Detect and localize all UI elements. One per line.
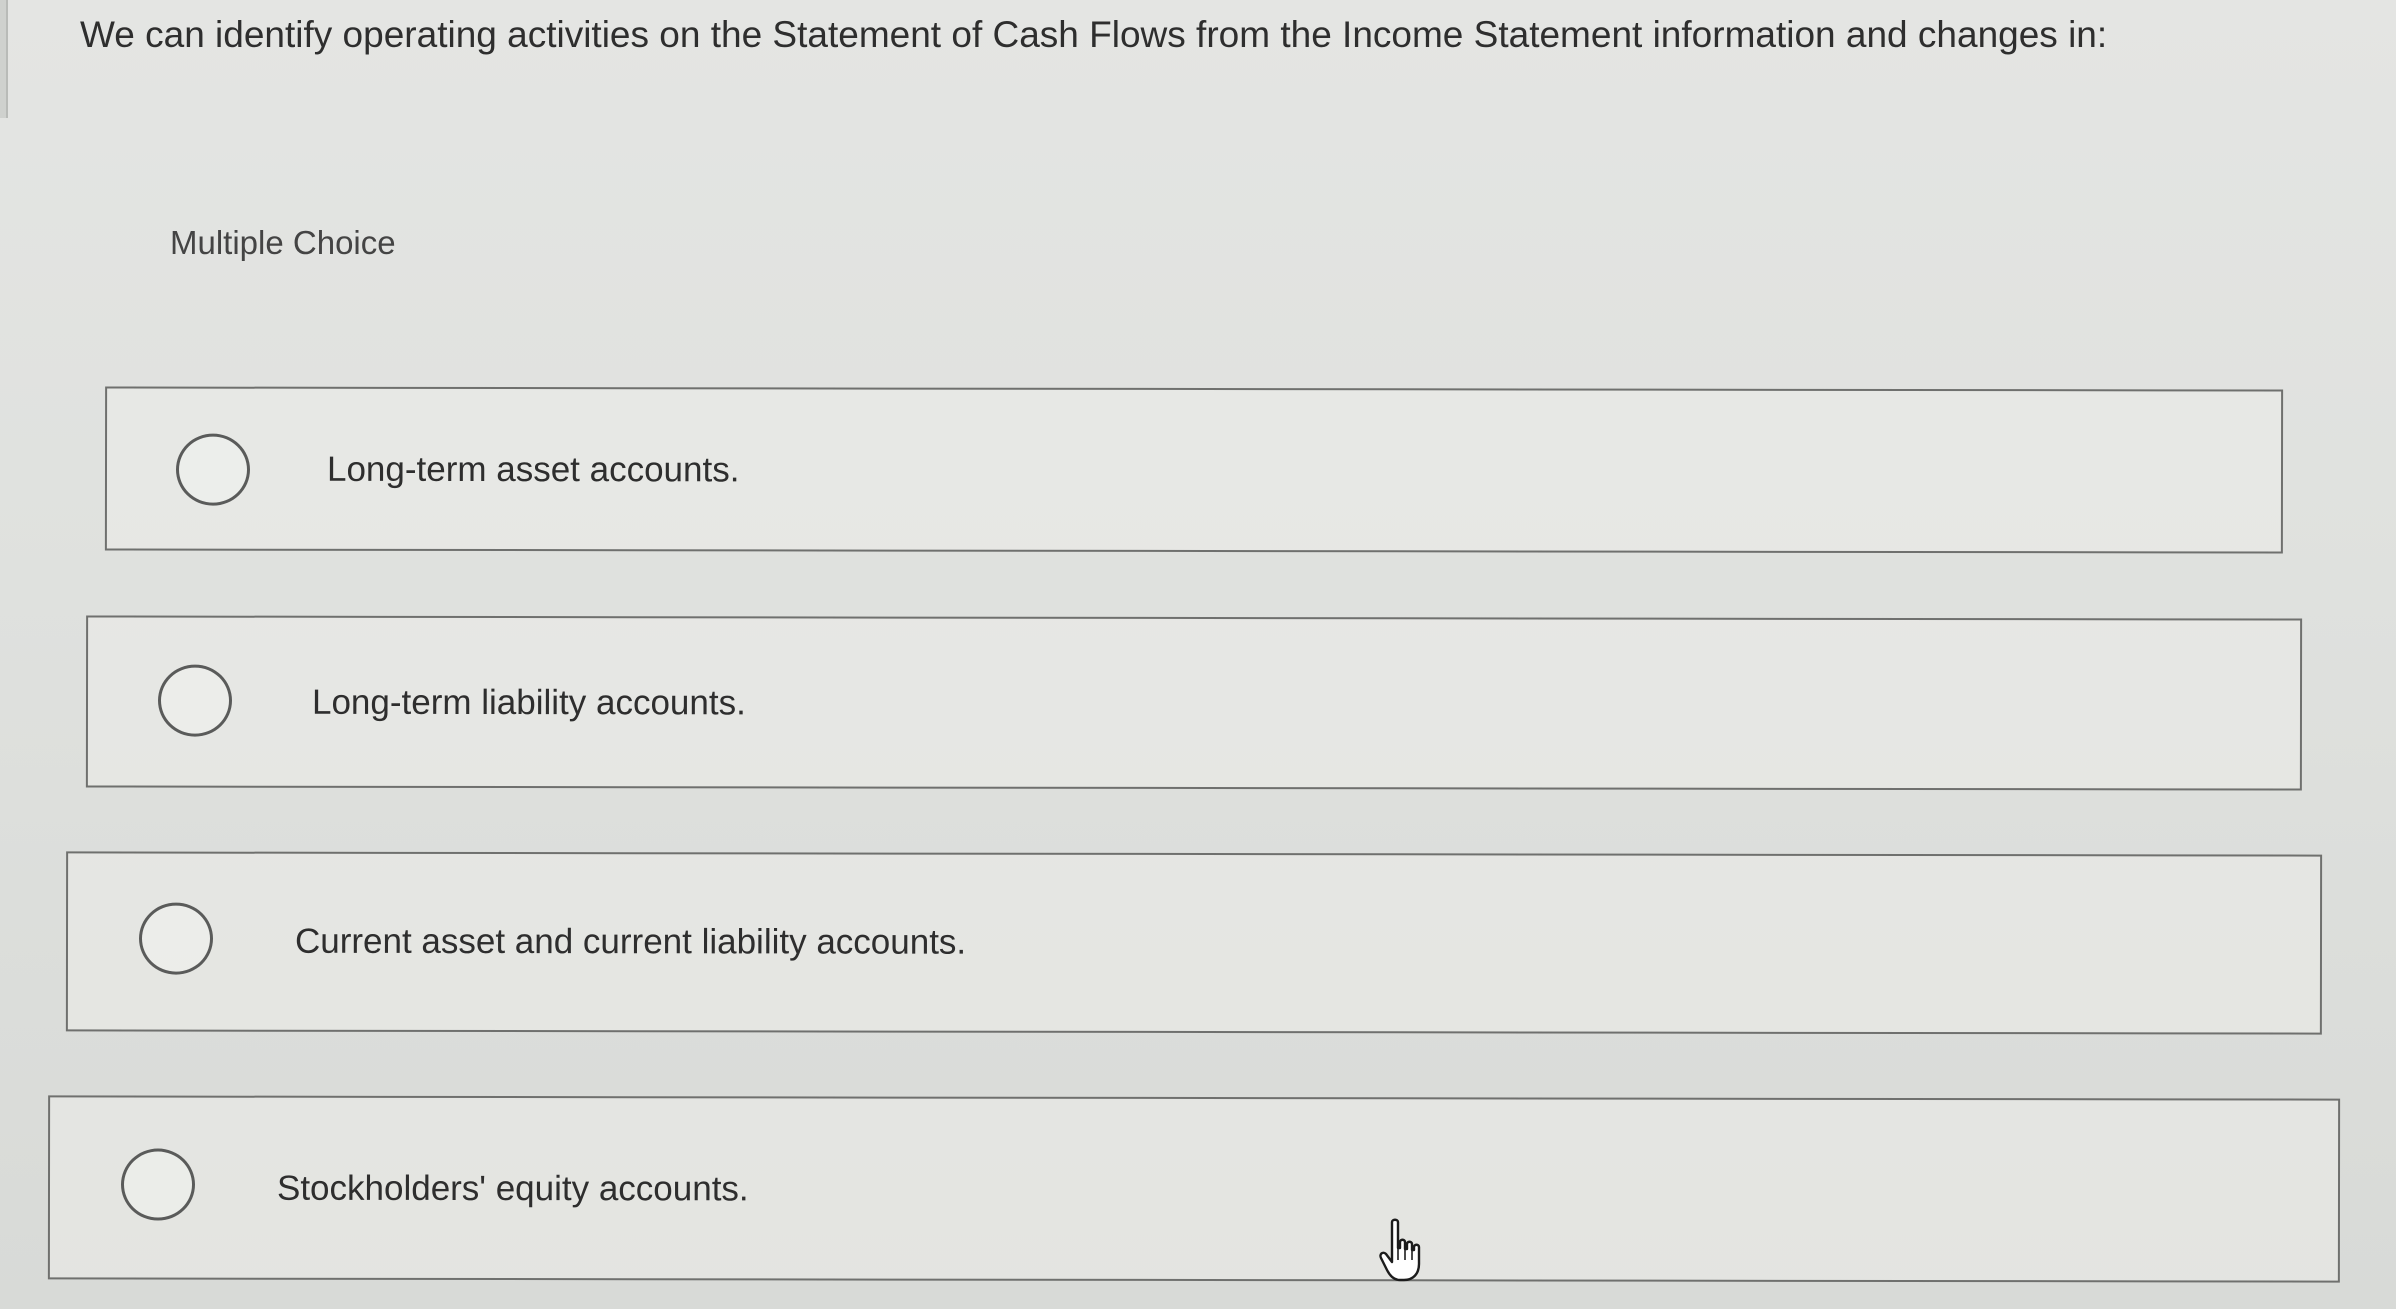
question-type-label: Multiple Choice	[170, 224, 396, 261]
radio-button-icon[interactable]	[139, 903, 213, 975]
radio-button-icon[interactable]	[158, 665, 232, 737]
answer-option-3[interactable]	[66, 851, 2322, 1034]
answer-option-label: Current asset and current liability accounts.	[294, 921, 967, 962]
hand-pointer-cursor-icon	[1378, 1218, 1428, 1284]
radio-button-icon[interactable]	[121, 1149, 195, 1221]
answer-option-4[interactable]	[48, 1095, 2340, 1282]
answer-option-1[interactable]	[105, 386, 2283, 553]
radio-button-icon[interactable]	[176, 434, 250, 506]
answer-option-2[interactable]	[86, 615, 2302, 790]
answer-option-label: Stockholders' equity accounts.	[276, 1168, 749, 1209]
left-panel-edge	[0, 0, 8, 118]
question-text: We can identify operating activities on the Statement of Cash Flows from the Income Statement information and changes in:	[80, 14, 2108, 55]
answer-option-label: Long-term asset accounts.	[326, 449, 740, 490]
answer-option-label: Long-term liability accounts.	[311, 682, 746, 723]
